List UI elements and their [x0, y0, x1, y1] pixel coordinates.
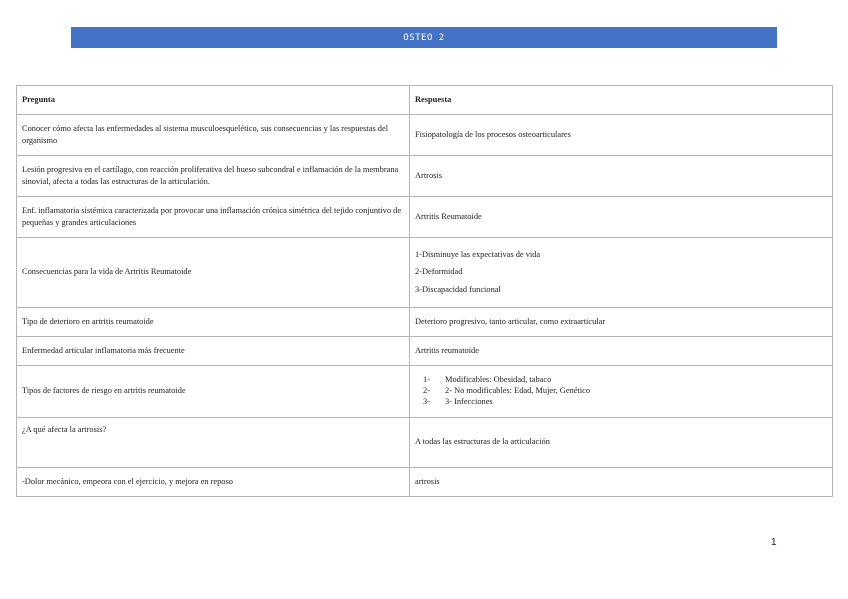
list-text: 3- Infecciones: [445, 396, 493, 406]
table-row: [17, 156, 833, 197]
list-item: [423, 375, 827, 386]
answer-line: 1-Disminuye las expectativas de vida: [415, 250, 541, 260]
risk-factor-list: [415, 375, 827, 408]
answer-line: 2-Deformidad: [415, 267, 463, 277]
question-cell: Conocer cómo afecta las enfermedades al sistema musculoesquelético, sus consecuencias y las respuestas del organismo: [17, 115, 410, 156]
answer-cell: Fisiopatología de los procesos osteoarticulares: [410, 115, 833, 156]
table-header-row: [17, 86, 833, 115]
answer-cell: Deterioro progresivo, tanto articular, como extraarticular: [410, 308, 833, 337]
table-row: [17, 337, 833, 366]
answer-cell: Artrosis: [410, 156, 833, 197]
page-number: 1: [771, 537, 777, 548]
answer-cell: [410, 238, 833, 308]
answer-line: 3-Discapacidad funcional: [415, 284, 501, 294]
list-text: 2- No modificables: Edad, Mujer, Genético: [445, 386, 591, 396]
table-row: [17, 468, 833, 497]
list-number: 3-: [423, 396, 430, 406]
table-row: [17, 418, 833, 468]
list-number: 2-: [423, 386, 430, 396]
list-item: [423, 397, 827, 408]
header-answer: Respuesta: [410, 86, 833, 115]
answer-cell: A todas las estructuras de la articulación: [410, 418, 833, 468]
table-row: [17, 366, 833, 418]
table-row: [17, 197, 833, 238]
question-cell: Lesión progresiva en el cartílago, con reacción proliferativa del hueso subcondral e inflamación de la membrana sinovial, afecta a todas las estructuras de la articulación.: [17, 156, 410, 197]
document-title-bar: [71, 27, 777, 48]
list-number: 1-: [423, 375, 430, 385]
question-cell: Tipos de factores de riesgo en artritis reumatoide: [17, 366, 410, 418]
answer-cell: Artritis Reumatoide: [410, 197, 833, 238]
question-cell: Tipo de deterioro en artritis reumatoide: [17, 308, 410, 337]
answer-cell: Artritis reumatoide: [410, 337, 833, 366]
answer-cell: artrosis: [410, 468, 833, 497]
table-row: [17, 115, 833, 156]
question-cell: -Dolor mecánico, empeora con el ejercicio, y mejora en reposo: [17, 468, 410, 497]
document-title: OSTEO 2: [403, 32, 445, 43]
answer-cell: [410, 366, 833, 418]
question-cell: Enf. inflamatoria sistémica caracterizada por provocar una inflamación crónica simétrica del tejido conjuntivo de pequeñas y grandes articulaciones: [17, 197, 410, 238]
qa-table: [16, 85, 833, 497]
list-text: Modificables: Obesidad, tabaco: [445, 375, 552, 385]
question-cell: Consecuencias para la vida de Artritis Reumatoide: [17, 238, 410, 308]
table-row: [17, 308, 833, 337]
question-cell: ¿A qué afecta la artrosis?: [17, 418, 410, 468]
header-question: Pregunta: [17, 86, 410, 115]
question-cell: Enfermedad articular inflamatoria más frecuente: [17, 337, 410, 366]
list-item: [423, 386, 827, 397]
table-row: [17, 238, 833, 308]
